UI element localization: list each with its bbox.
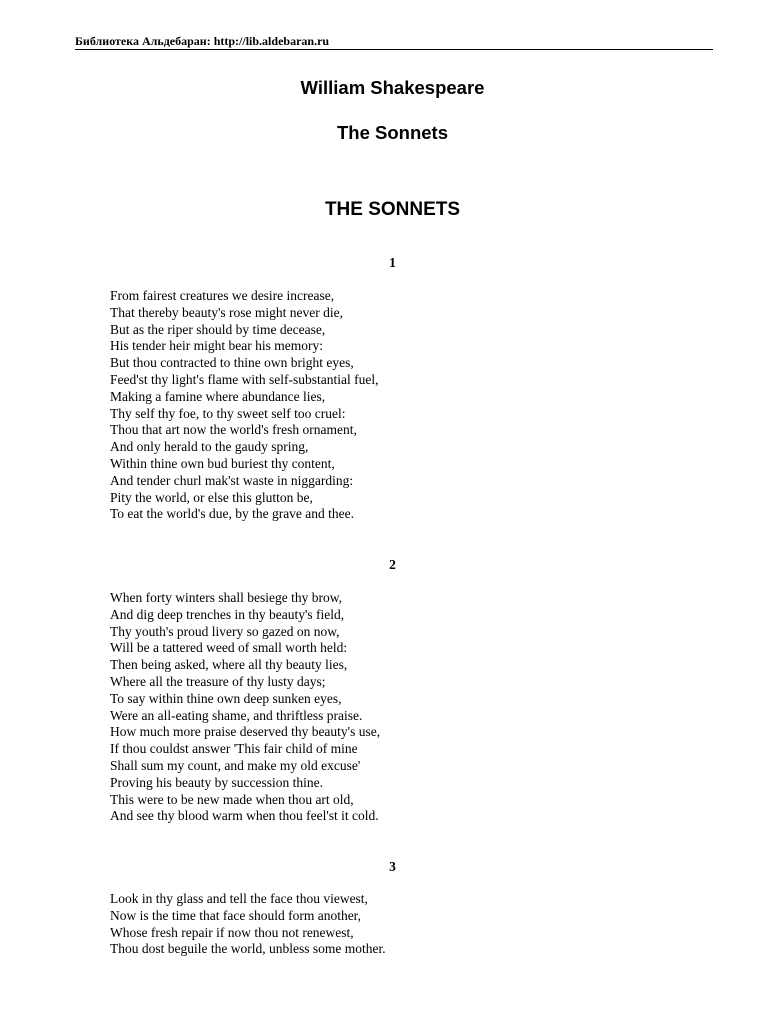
poem-line: Thy self thy foe, to thy sweet self too cruel: [110,405,346,421]
poem-line: Then being asked, where all thy beauty lies, [110,657,348,673]
poem-line: Look in thy glass and tell the face thou viewest, [110,891,368,906]
poem-line: And see thy blood warm when thou feel'st it cold. [110,808,379,824]
sonnet-1-lines [110,288,378,523]
library-header-text: Библиотека Альдебаран: http://lib.aldebaran.ru [75,34,330,48]
poem-line: Pity the world, or else this glutton be, [110,489,313,505]
sonnet-2-lines [110,590,380,825]
poem-line: From fairest creatures we desire increase, [110,288,335,303]
poem-line: Proving his beauty by succession thine. [110,774,323,790]
poem-line: Whose fresh repair if now thou not renewest, [110,924,354,940]
poem-line: Making a famine where abundance lies, [110,388,326,404]
poem-line: How much more praise deserved thy beauty's use, [110,724,381,740]
sonnet-3-lines [110,891,386,958]
sonnet-number-3: 3 [389,859,396,874]
section-title: THE SONNETS [324,199,461,220]
author-name: William Shakespeare [300,77,485,98]
poem-line: To say within thine own deep sunken eyes, [110,690,342,706]
poem-line: Were an all-eating shame, and thriftless praise. [110,707,363,723]
poem-line: Thy youth's proud livery so gazed on now, [110,623,340,639]
poem-line: That thereby beauty's rose might never die, [110,304,343,320]
poem-line: Feed'st thy light's flame with self-substantial fuel, [110,371,379,387]
poem-line: When forty winters shall besiege thy brow, [110,590,342,605]
poem-line: This were to be new made when thou art old, [110,791,354,807]
poem-line: But thou contracted to thine own bright eyes, [110,355,354,371]
book-title: The Sonnets [336,122,448,143]
poem-line: To eat the world's due, by the grave and thee. [110,506,355,522]
poem-line: And only herald to the gaudy spring, [110,439,309,455]
sonnet-number-1: 1 [389,255,396,270]
poem-line: Will be a tattered weed of small worth held: [110,640,348,656]
poem-line: And dig deep trenches in thy beauty's field, [110,606,345,622]
page-header [75,33,713,50]
poem-line: If thou couldst answer 'This fair child of mine [110,741,358,757]
poem-line: Now is the time that face should form another, [110,907,362,923]
poem-line: Thou dost beguile the world, unbless some mother. [110,941,386,957]
poem-line: And tender churl mak'st waste in niggarding: [110,472,354,488]
poem-line: Within thine own bud buriest thy content, [110,455,335,471]
poem-line: His tender heir might bear his memory: [110,338,323,354]
poem-line: Thou that art now the world's fresh ornament, [110,422,357,438]
sonnet-number-2: 2 [389,557,396,572]
poem-line: Shall sum my count, and make my old excuse' [110,757,361,773]
poem-line: But as the riper should by time decease, [110,321,326,337]
poem-line: Where all the treasure of thy lusty days; [110,673,326,689]
